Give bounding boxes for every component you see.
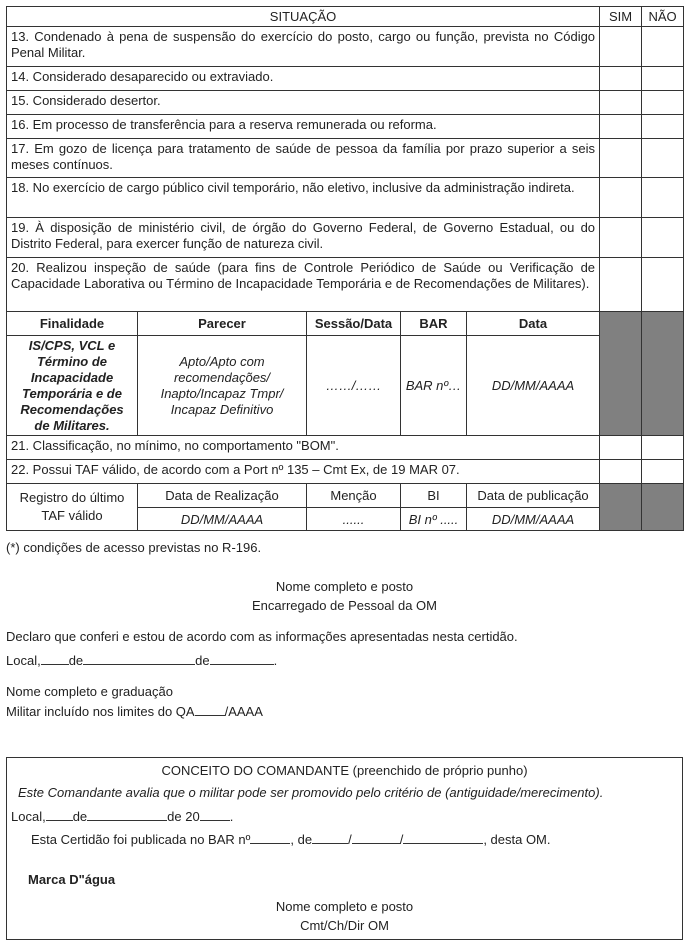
concept-title: CONCEITO DO COMANDANTE (preenchido de próprio punho) — [161, 763, 528, 778]
nao-cell-22[interactable] — [642, 460, 684, 484]
local-dot: . — [273, 653, 278, 668]
situation-table — [6, 6, 684, 531]
shaded-cell — [600, 484, 642, 531]
published-prefix: Esta Certidão foi publicada no BAR nº — [31, 832, 251, 847]
nao-cell-21[interactable] — [642, 436, 684, 460]
sim-cell-20[interactable] — [600, 258, 642, 312]
taf-label: Registro do último TAF válido — [7, 484, 138, 531]
nao-cell-17[interactable] — [642, 139, 684, 178]
sim-cell-22[interactable] — [600, 460, 642, 484]
taf-data-publicacao-value[interactable]: DD/MM/AAAA — [467, 508, 600, 531]
col-parecer: Parecer — [138, 312, 307, 336]
nao-cell-20[interactable] — [642, 258, 684, 312]
nao-cell-15[interactable] — [642, 91, 684, 115]
header-situacao: SITUAÇÃO — [7, 7, 600, 27]
col-data: Data — [467, 312, 600, 336]
shaded-cell — [642, 312, 684, 436]
sim-cell-18[interactable] — [600, 178, 642, 218]
limits-prefix: Militar incluído nos limites do QA — [6, 704, 195, 719]
blank-day[interactable] — [312, 832, 348, 844]
local-de-20: de 20 — [167, 809, 200, 824]
signature1-name: Nome completo e posto — [275, 579, 414, 594]
limits-suffix: /AAAA — [224, 704, 263, 719]
declaration: Declaro que conferi e estou de acordo com as informações apresentadas nesta certidão. — [6, 629, 518, 644]
item-19: 19. À disposição de ministério civil, de órgão do Governo Federal, de Governo Estadual, ou do Distrito Federal, para exercer função de natureza civil. — [7, 218, 600, 258]
shaded-cell — [642, 484, 684, 531]
local-de: de — [72, 809, 88, 824]
blank-day[interactable] — [46, 809, 73, 821]
signature1-role: Encarregado de Pessoal da OM — [252, 598, 437, 613]
col-bar: BAR — [401, 312, 467, 336]
item-17: 17. Em gozo de licença para tratamento de saúde de pessoa da família por prazo superior a seis meses contínuos. — [7, 139, 600, 178]
item-22: 22. Possui TAF válido, de acordo com a Port nº 135 – Cmt Ex, de 19 MAR 07. — [7, 460, 600, 484]
sessao-data-value: ……/…… — [307, 336, 401, 436]
taf-col-data-publicacao: Data de publicação — [467, 484, 600, 508]
header-sim: SIM — [600, 7, 642, 27]
footnote: (*) condições de acesso previstas no R-196. — [6, 540, 262, 555]
item-21: 21. Classificação, no mínimo, no comportamento "BOM". — [7, 436, 600, 460]
blank-year[interactable] — [210, 653, 274, 665]
published-slash: / — [348, 832, 352, 847]
local-label: Local, — [11, 809, 46, 824]
sim-cell-17[interactable] — [600, 139, 642, 178]
local-line-1[interactable] — [6, 652, 277, 670]
sim-cell-13[interactable] — [600, 27, 642, 67]
published-de: , de — [290, 832, 313, 847]
published-slash: / — [399, 832, 404, 847]
sim-cell-21[interactable] — [600, 436, 642, 460]
published-suffix: , desta OM. — [483, 832, 551, 847]
taf-mencao-value[interactable]: ...... — [307, 508, 401, 531]
item-13: 13. Condenado à pena de suspensão do exercício do posto, cargo ou função, prevista no Código Penal Militar. — [7, 27, 600, 67]
signature2-name: Nome completo e graduação — [6, 684, 173, 699]
blank-month[interactable] — [83, 653, 195, 665]
local-de: de — [68, 653, 84, 668]
sim-cell-19[interactable] — [600, 218, 642, 258]
taf-col-data-realizacao: Data de Realização — [138, 484, 307, 508]
item-20: 20. Realizou inspeção de saúde (para fins de Controle Periódico de Saúde ou Verificação de Capacidade Laborativa ou Término de Incapacidade Temporária e de Recomendações de Militares). — [7, 258, 600, 312]
parecer-value: Apto/Apto com recomendações/ Inapto/Incapaz Tmpr/ Incapaz Definitivo — [138, 336, 307, 436]
blank-year[interactable] — [200, 809, 230, 821]
limits-line — [6, 703, 263, 721]
published-line[interactable] — [31, 832, 551, 847]
item-14: 14. Considerado desaparecido ou extraviado. — [7, 67, 600, 91]
item-18: 18. No exercício de cargo público civil temporário, não eletivo, inclusive da administração indireta. — [7, 178, 600, 218]
taf-col-mencao: Menção — [307, 484, 401, 508]
item-15: 15. Considerado desertor. — [7, 91, 600, 115]
col-finalidade: Finalidade — [7, 312, 138, 336]
nao-cell-18[interactable] — [642, 178, 684, 218]
blank-bar-number[interactable] — [250, 832, 290, 844]
sim-cell-15[interactable] — [600, 91, 642, 115]
nao-cell-16[interactable] — [642, 115, 684, 139]
nao-cell-19[interactable] — [642, 218, 684, 258]
blank-year[interactable] — [403, 832, 483, 844]
concept-signature-role: Cmt/Ch/Dir OM — [300, 918, 389, 933]
blank-day[interactable] — [41, 653, 69, 665]
concept-local-line[interactable] — [11, 809, 233, 824]
blank-month[interactable] — [352, 832, 400, 844]
concept-statement: Este Comandante avalia que o militar pode ser promovido pelo critério de (antiguidade/merecimento). — [18, 785, 604, 800]
blank-month[interactable] — [87, 809, 167, 821]
blank-qa[interactable] — [195, 704, 225, 716]
watermark-label: Marca D"água — [28, 872, 116, 887]
nao-cell-14[interactable] — [642, 67, 684, 91]
local-de: de — [195, 653, 210, 668]
sim-cell-14[interactable] — [600, 67, 642, 91]
data-value: DD/MM/AAAA — [467, 336, 600, 436]
item-16: 16. Em processo de transferência para a reserva remunerada ou reforma. — [7, 115, 600, 139]
concept-box — [6, 757, 683, 940]
finalidade-value: IS/CPS, VCL e Término de Incapacidade Temporária e de Recomendações de Militares. — [7, 336, 138, 436]
sim-cell-16[interactable] — [600, 115, 642, 139]
taf-col-bi: BI — [401, 484, 467, 508]
local-dot: . — [229, 809, 234, 824]
taf-data-realizacao-value[interactable]: DD/MM/AAAA — [138, 508, 307, 531]
header-nao: NÃO — [642, 7, 684, 27]
local-label: Local, — [6, 653, 41, 668]
nao-cell-13[interactable] — [642, 27, 684, 67]
bar-value: BAR nº… — [401, 336, 467, 436]
taf-bi-value[interactable]: BI nº ..... — [401, 508, 467, 531]
col-sessao-data: Sessão/Data — [307, 312, 401, 336]
concept-signature-name: Nome completo e posto — [275, 899, 414, 914]
shaded-cell — [600, 312, 642, 436]
